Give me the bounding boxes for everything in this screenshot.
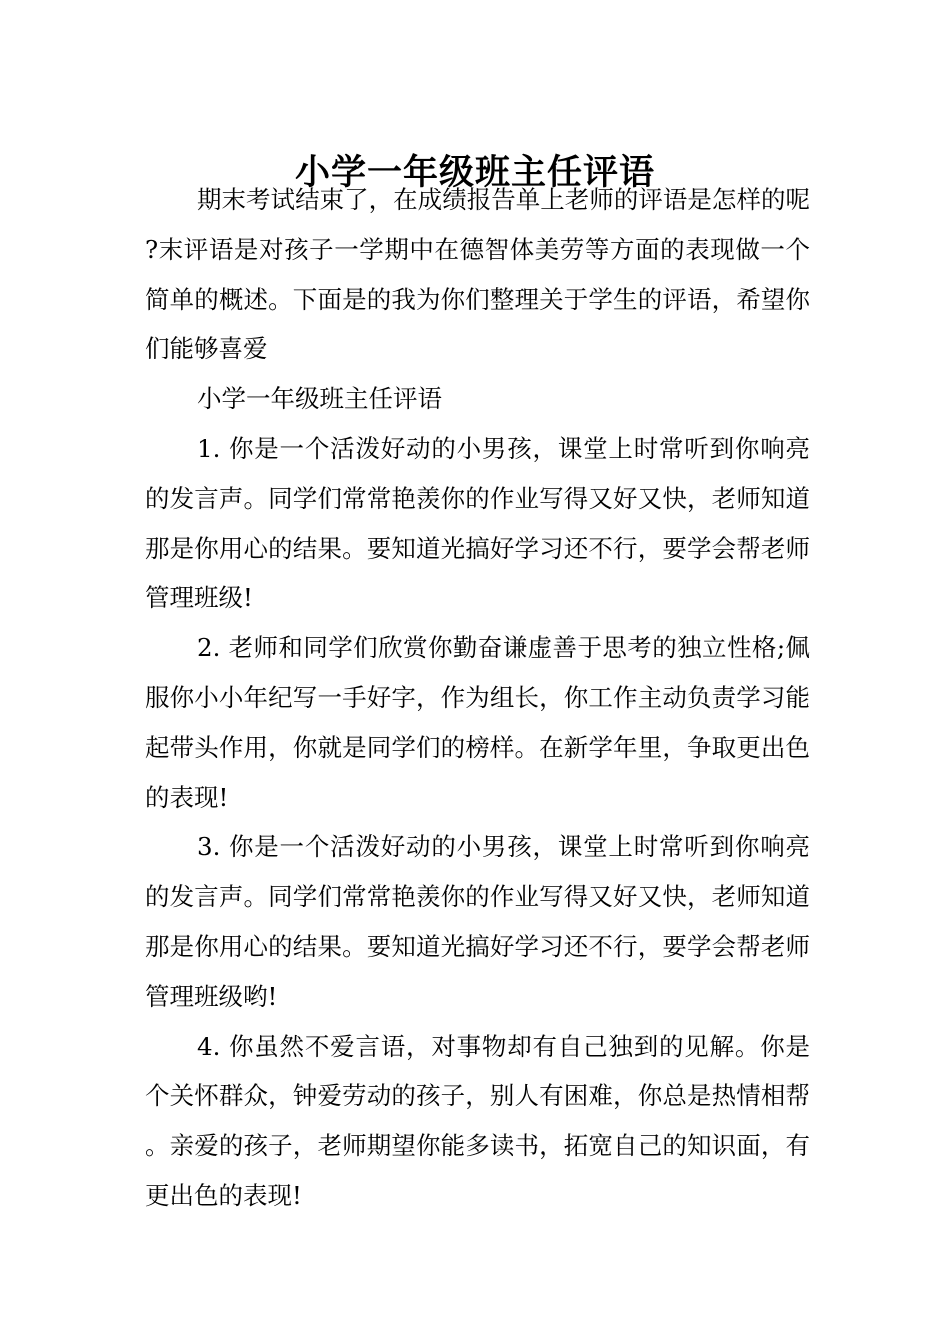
document-body — [145, 175, 810, 1221]
comment-paragraph-3: 3. 你是一个活泼好动的小男孩，课堂上时常听到你响亮的发言声。同学们常常艳羡你的作业写得又好又快，老师知道那是你用心的结果。要知道光搞好学习还不行，要学会帮老师管理班级哟! — [145, 832, 810, 1011]
intro-paragraph: 期末考试结束了，在成绩报告单上老师的评语是怎样的呢?末评语是对孩子一学期中在德智体美劳等方面的表现做一个简单的概述。下面是的我为你们整理关于学生的评语，希望你们能够喜爱 — [145, 185, 810, 364]
comment-paragraph-2: 2. 老师和同学们欣赏你勤奋谦虚善于思考的独立性格;佩服你小小年纪写一手好字，作为组长，你工作主动负责学习能起带头作用，你就是同学们的榜样。在新学年里，争取更出色的表现! — [145, 633, 810, 812]
document-title: 小学一年级班主任评语 — [294, 153, 655, 194]
comment-paragraph-1: 1. 你是一个活泼好动的小男孩，课堂上时常听到你响亮的发言声。同学们常常艳羡你的作业写得又好又快，老师知道那是你用心的结果。要知道光搞好学习还不行，要学会帮老师管理班级! — [145, 433, 810, 613]
section-heading: 小学一年级班主任评语 — [197, 384, 442, 414]
comment-paragraph-4: 4. 你虽然不爱言语，对事物却有自己独到的见解。你是个关怀群众，钟爱劳动的孩子，别人有困难，你总是热情相帮。亲爱的孩子，老师期望你能多读书，拓宽自己的知识面，有更出色的表现! — [145, 1031, 810, 1210]
